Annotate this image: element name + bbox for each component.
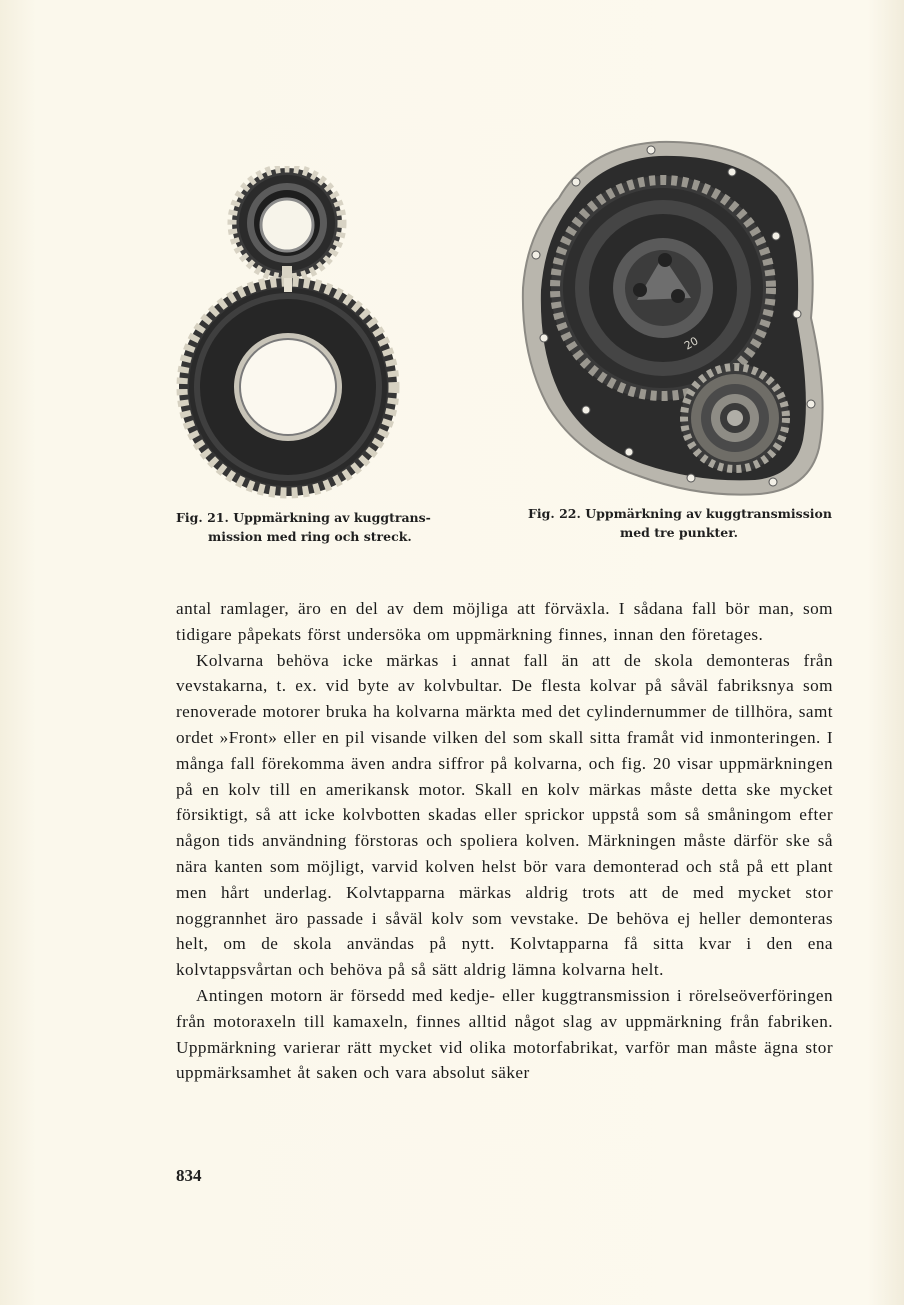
paragraph-1: antal ramlager, äro en del av dem möjliga att förväxla. I sådana fall bör man, som tidigare påpekats först undersöka om uppmärkning finnes, innan den företages. [176,599,833,644]
page-number: 834 [176,1166,202,1185]
figure-22-label: Fig. 22. [528,506,581,521]
paragraph-2: Kolvarna behöva icke märkas i annat fall än att de skola demonteras från vevstakarna, t. ex. vid byte av kolvbultar. De flesta kolvar på såväl fabriksnya som renoverade motorer bruka ha kolvarna märkta med det cylindernummer de tillhöra, samt ordet »Front» eller en pil visande vilken del som skall sitta framåt vid inmonteringen. I många fall förekomma även andra siffror på kolvarna, och fig. 20 visar uppmärkningen på en kolv till en amerikansk motor. Skall en kolv märkas måste detta ske mycket försiktigt, så att icke kolvbotten skadas eller sprickor uppstå som så småningom efter någon tids användning förstoras och spoliera kolven. Märkningen måste därför ske så nära kanten som möjligt, varvid kolven helst bör vara demonterad och stå på ett plant men hårt underlag. Kolvtapparna märkas aldrig trots att de med mycket stor noggrannhet äro passade i såväl kolv som vevstake. De behöva ej heller demonteras helt, om de skola användas på nytt. Kolvtapparna få sitta kvar i den ena kolvtappsvårtan och behöva på så sätt aldrig lämna kolvarna helt. [176,650,833,980]
body-text [176,596,833,1086]
timing-cover-illustration [523,142,823,495]
small-gear-illustration [232,168,342,280]
figure-21-gear-pair-photo [176,166,402,501]
figure-22-caption-line1: Uppmärkning av kuggtransmission [585,506,832,521]
figure-21-label: Fig. 21. [176,510,229,525]
figure-22-caption-line2: med tre punkter. [619,525,739,540]
large-gear-illustration [179,278,397,496]
paragraph-3: Antingen motorn är försedd med kedje- eller kuggtransmission i rörelseöverföringen från motoraxeln till kamaxeln, finnes alltid något slag av uppmärkning från fabriken. Uppmärkning varierar rätt mycket vid olika motorfabrikat, varför man måste ägna stor uppmärksamhet åt saken och vara absolut säker [176,985,833,1083]
figure-22-timing-cover-photo [519,138,835,498]
figure-21-caption-line2: mission med ring och streck. [208,529,412,544]
figure-22-caption [528,504,848,542]
figure-21-caption [176,508,456,546]
gear-marking-20: 20 [682,334,701,353]
figure-21-caption-line1: Uppmärkning av kuggtrans- [233,510,431,525]
